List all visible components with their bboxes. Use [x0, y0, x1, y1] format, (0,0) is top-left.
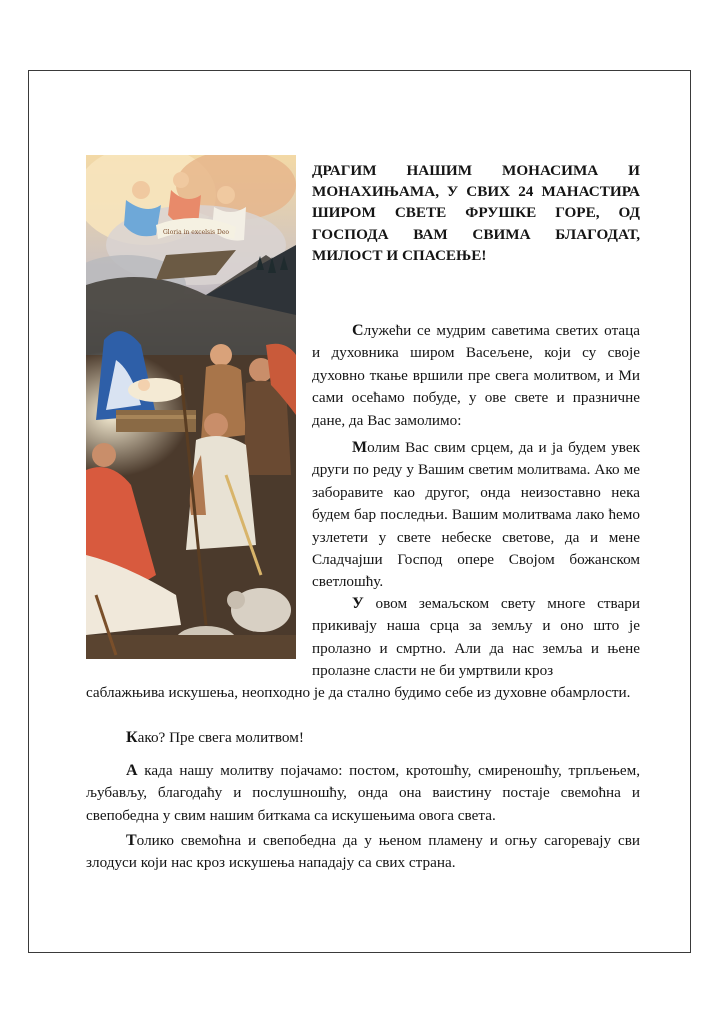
paragraph-1-initial: С: [352, 322, 364, 339]
paragraph-3-continued: саблажњива искушења, неопходно је да стално будимо себе из духовне обамрлости.: [86, 684, 631, 701]
paragraph-2-initial: М: [352, 439, 368, 456]
paragraph-5: [86, 760, 640, 827]
paragraph-3: [312, 593, 640, 683]
paragraph-5-text: када нашу молитву појачамо: постом, кротошћу, смиреношћу, трпљењем, љубављу, благодаћу и послушношћу, онда она ваистину постаје свемоћна и свепобедна у свим нашим биткама са искушењима овога света.: [86, 762, 640, 824]
letter-heading: ДРАГИМ НАШИМ МОНАСИМА И МОНАХИЊАМА, У СВИХ 24 МАНАСТИРА ШИРОМ СВЕТЕ ФРУШКЕ ГОРЕ, ОД ГОСПОДА ВАМ СВИМА БЛАГОДАТ, МИЛОСТ И СПАСЕЊЕ!: [312, 162, 640, 264]
paragraph-1-text: лужећи се мудрим саветима светих отаца и духовника широм Васељене, који су своје духовно ткање вршили пре свега молитвом, и Ми сами осећамо побуде, у ове свете и празничне дане, да Вас замолимо:: [312, 322, 640, 429]
paragraph-4-text: ако? Пре свега молитвом!: [137, 729, 304, 746]
paragraph-6-initial: Т: [126, 832, 137, 849]
paragraph-2: [312, 437, 640, 594]
paragraph-4-initial: К: [126, 729, 138, 746]
paragraph-2-text: олим Вас свим срцем, да и ја будем увек други по реду у Вашим светим молитвама. Ако ме заборавите као другог, онда неизоставно нека будем бар последњи. Вашим молитвама лако ћемо узлетети у свете небеске светове, да и мене Сладчајши Господ опере Својом божанском светлошћу.: [312, 439, 640, 591]
paragraph-3-initial: У: [352, 595, 364, 612]
nativity-painting-image: [86, 155, 296, 659]
banner-text: Gloria in excelsis Deo: [162, 229, 230, 236]
nativity-icon: [86, 155, 296, 659]
paragraph-1: [312, 320, 640, 432]
paragraph-5-initial: А: [126, 762, 138, 779]
paragraph-3-text: овом земаљском свету многе ствари прикивају наша срца за земљу и оно што је пролазно и смртно. Али да нас земља и њене пролазне сласти не би умртвили кроз: [312, 595, 640, 680]
paragraph-6: [86, 830, 640, 875]
paragraph-6-text: олико свемоћна и свепобедна да у њеном пламену и огњу сагоревају сви злодуси који нас кроз искушења нападају са свих страна.: [86, 832, 640, 872]
paragraph-4: [86, 727, 640, 749]
